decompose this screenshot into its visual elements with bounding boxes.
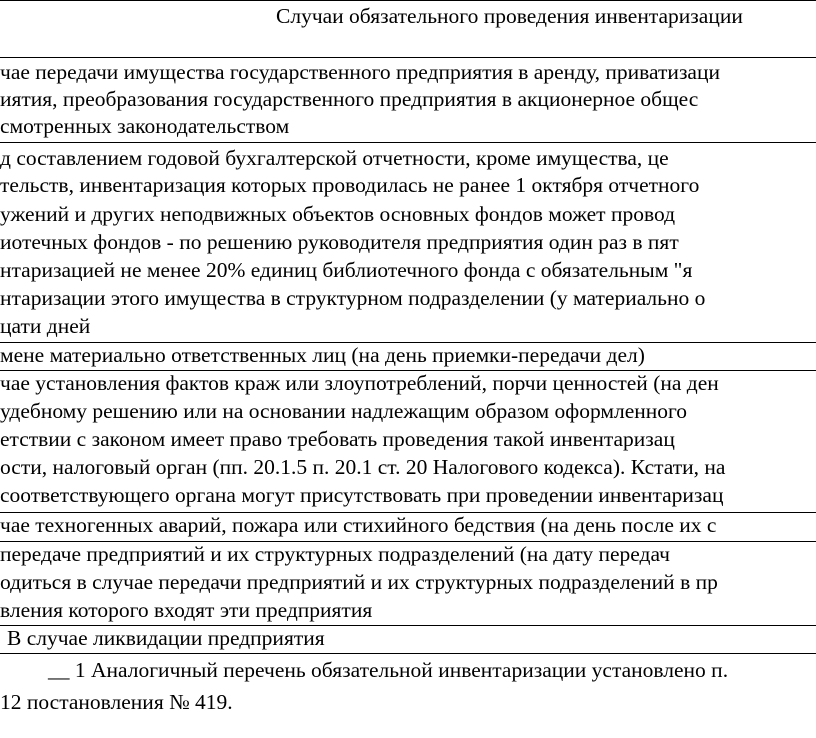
row-5-line-1: чае техногенных аварий, пожара или стихийного бедствия (на день после их с xyxy=(0,513,717,537)
table-bottom-border xyxy=(0,653,816,654)
row-3-line-1: мене материально ответственных лиц (на день приемки-передачи дел) xyxy=(0,343,645,367)
row-2-line-2: тельств, инвентаризация которых проводилась не ранее 1 октября отчетного xyxy=(0,173,700,197)
row-4-line-3: етствии с законом имеет право требовать проведения такой инвентаризац xyxy=(0,427,675,451)
row-4-line-5: соответствующего органа могут присутствовать при проведении инвентаризац xyxy=(0,483,724,507)
row-2-line-5: нтаризацией не менее 20% единиц библиотечного фонда с обязательным "я xyxy=(0,258,693,282)
row-2-line-4: иотечных фондов - по решению руководителя предприятия один раз в пят xyxy=(0,230,679,254)
footnote-line-1: __ 1 Аналогичный перечень обязательной инвентаризации установлено п. xyxy=(48,658,729,682)
row-4-line-2: удебному решению или на основании надлежащим образом оформленного xyxy=(0,399,688,423)
footnote-line-2: 12 постановления № 419. xyxy=(0,690,233,714)
row-4-line-4: ости, налоговый орган (пп. 20.1.5 п. 20.1 ст. 20 Налогового кодекса). Кстати, на xyxy=(0,455,726,479)
row-2-line-7: цати дней xyxy=(0,314,91,338)
row-6-line-1: передаче предприятий и их структурных подразделений (на дату передач xyxy=(0,542,670,566)
row-2-line-3: ужений и других неподвижных объектов основных фондов может провод xyxy=(0,202,676,226)
row-1-line-1: чае передачи имущества государственного предприятия в аренду, приватизаци xyxy=(0,60,720,84)
row-4-line-1: чае установления фактов краж или злоупотреблений, порчи ценностей (на ден xyxy=(0,371,719,395)
row-2-line-1: д составлением годовой бухгалтерской отчетности, кроме имущества, це xyxy=(0,146,669,170)
table-header-title: Случаи обязательного проведения инвентаризации xyxy=(276,4,743,28)
row-7-line-1: В случае ликвидации предприятия xyxy=(7,626,325,650)
row-6-line-3: вления которого входят эти предприятия xyxy=(0,598,373,622)
table-top-border xyxy=(0,0,816,1)
row-divider xyxy=(0,142,816,143)
row-2-line-6: нтаризации этого имущества в структурном подразделении (у материально о xyxy=(0,286,706,310)
row-divider xyxy=(0,57,816,58)
row-1-line-2: иятия, преобразования государственного предприятия в акционерное общес xyxy=(0,87,699,111)
row-6-line-2: одиться в случае передачи предприятий и их структурных подразделений в пр xyxy=(0,570,718,594)
row-1-line-3: смотренных законодательством xyxy=(0,114,290,138)
